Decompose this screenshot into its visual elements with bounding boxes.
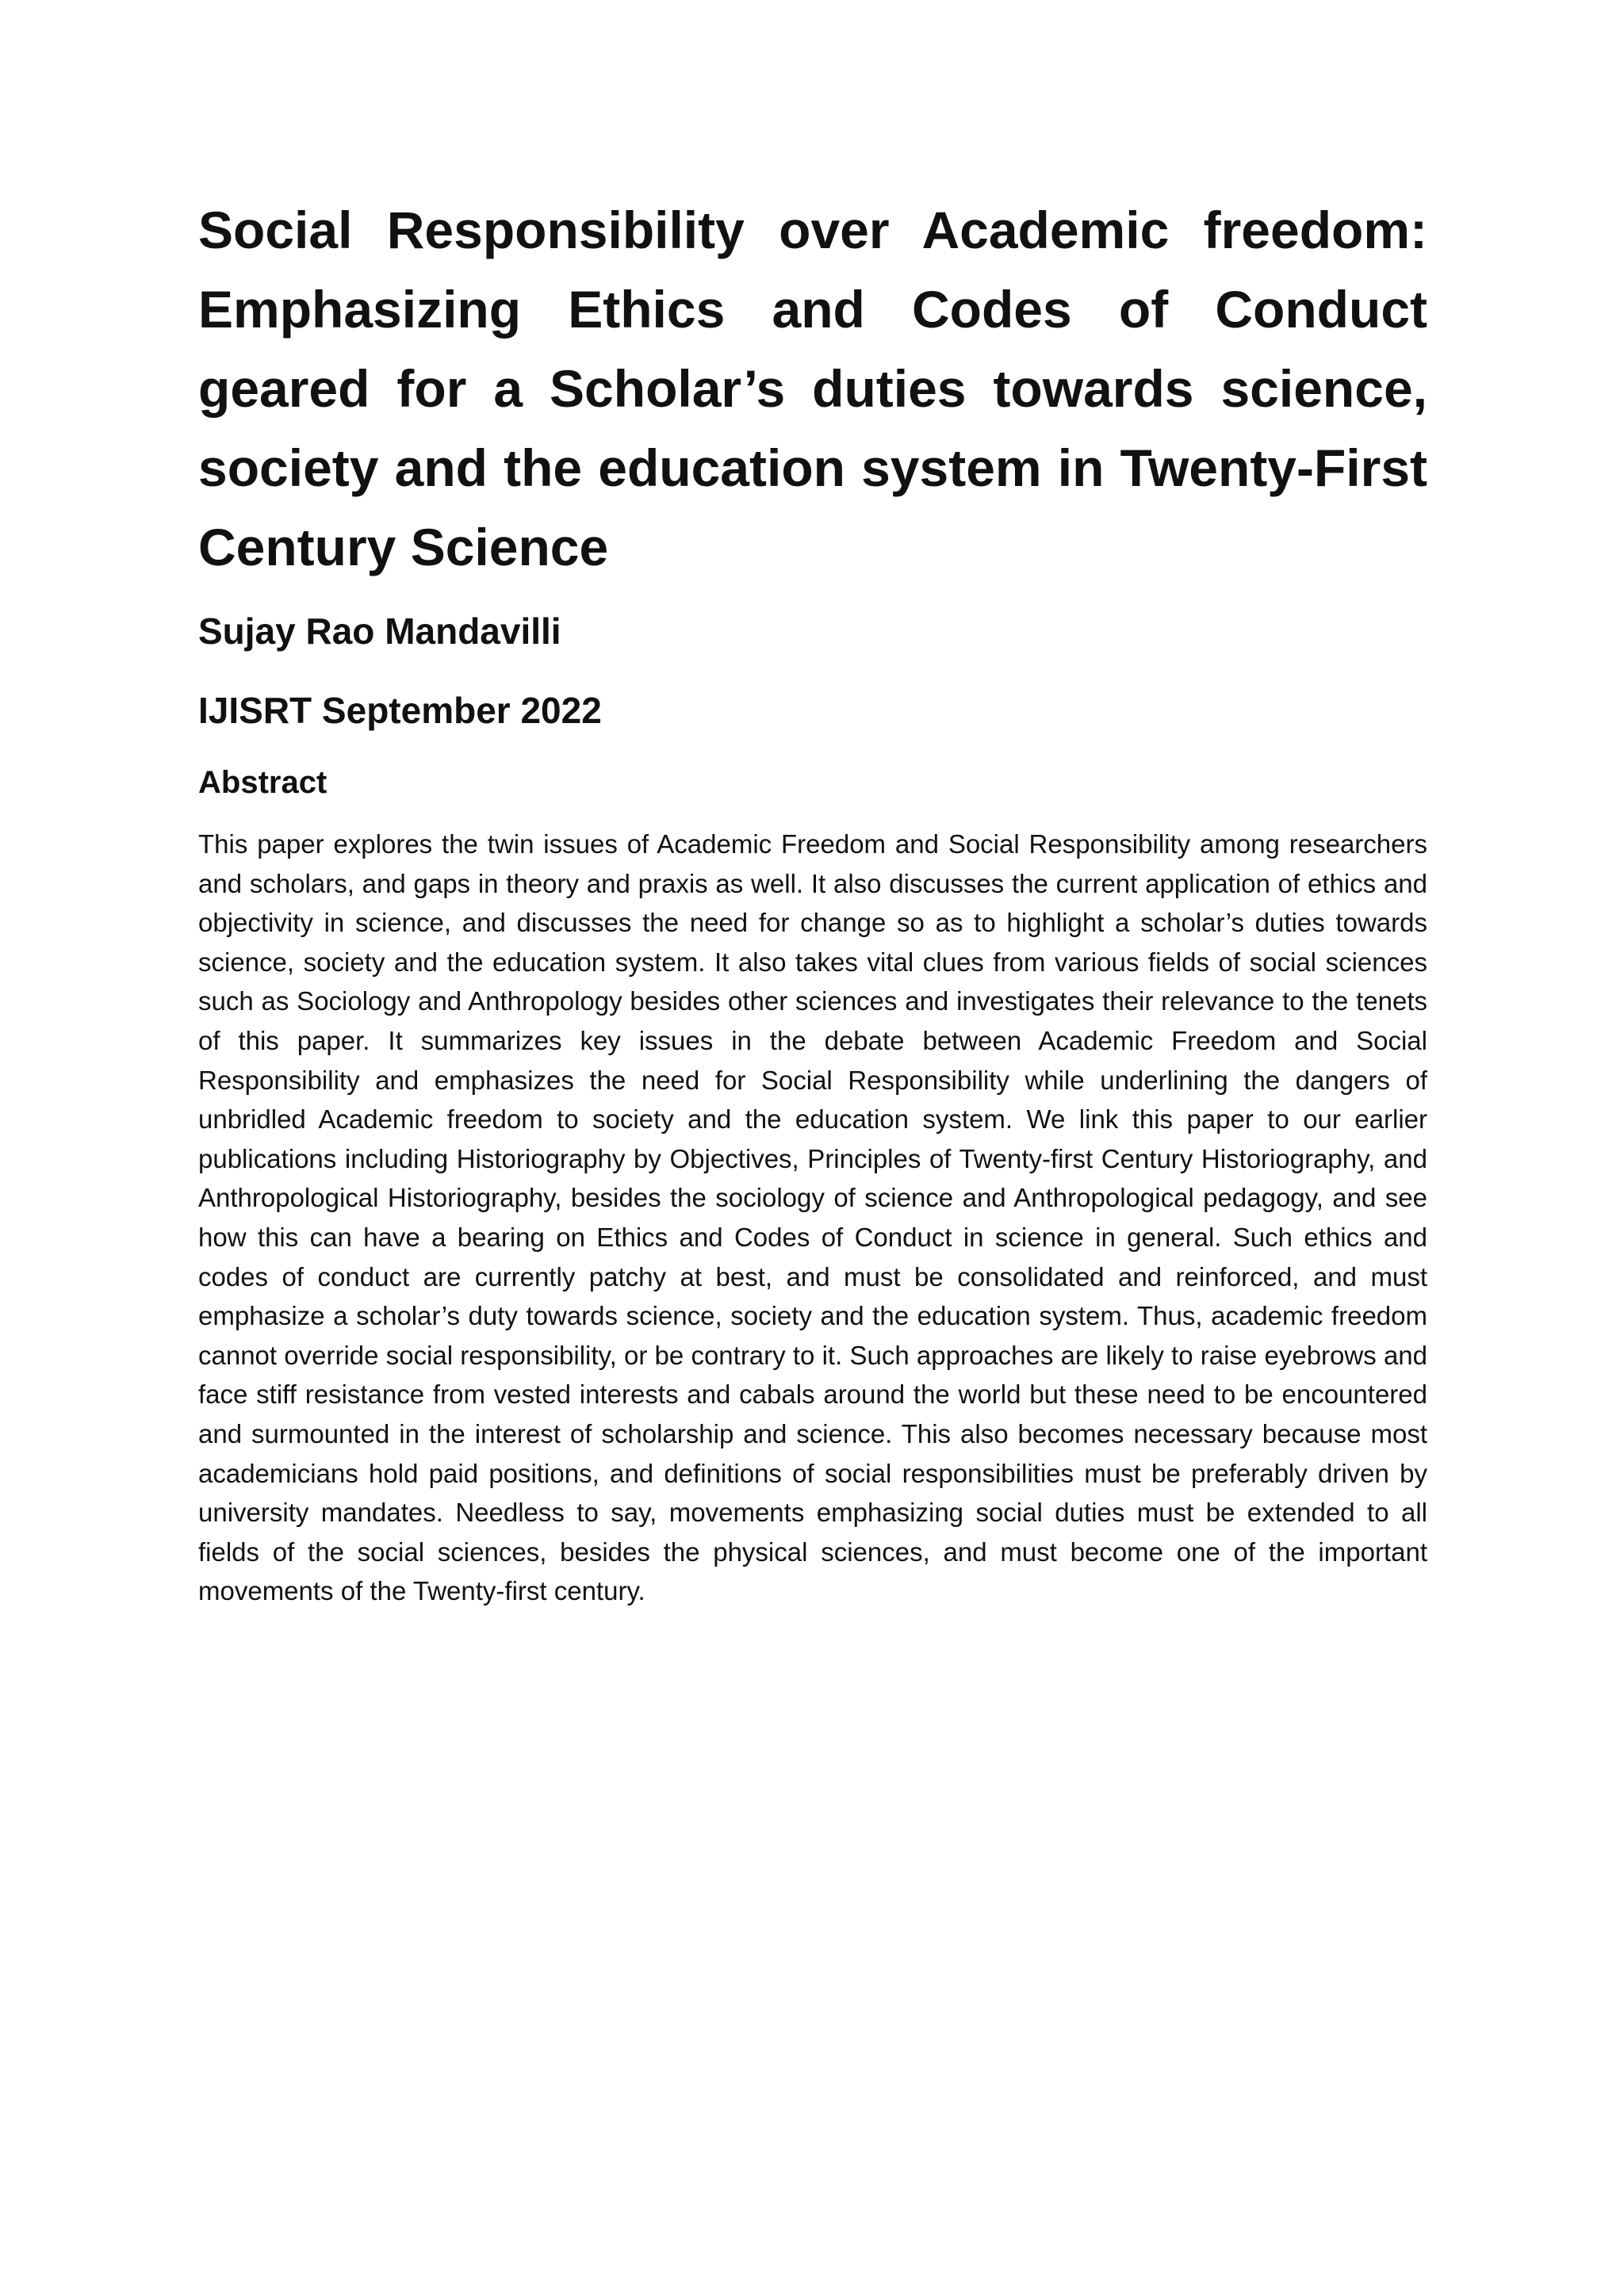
paper-title: Social Responsibility over Academic freedom: Emphasizing Ethics and Codes of Conduct geared for a Scholar’s duties towards science, society and the education system in Twenty-First Century Science bbox=[198, 201, 1427, 576]
abstract-heading: Abstract bbox=[198, 765, 327, 800]
paper-content bbox=[198, 190, 1427, 1611]
publication-venue: IJISRT September 2022 bbox=[198, 690, 602, 731]
author-name: Sujay Rao Mandavilli bbox=[198, 610, 561, 652]
abstract-text: This paper explores the twin issues of Academic Freedom and Social Responsibility among researchers and scholars, and gaps in theory and praxis as well. It also discusses the current application of ethics and objectivity in science, and discusses the need for change so as to highlight a scholar’s duties towards science, society and the education system. It also takes vital clues from various fields of social sciences such as Sociology and Anthropology besides other sciences and investigates their relevance to the tenets of this paper. It summarizes key issues in the debate between Academic Freedom and Social Responsibility and emphasizes the need for Social Responsibility while underlining the dangers of unbridled Academic freedom to society and the education system. We link this paper to our earlier publications including Historiography by Objectives, Principles of Twenty-first Century Historiography, and Anthropological Historiography, besides the sociology of science and Anthropological pedagogy, and see how this can have a bearing on Ethics and Codes of Conduct in science in general. Such ethics and codes of conduct are currently patchy at best, and must be consolidated and reinforced, and must emphasize a scholar’s duty towards science, society and the education system. Thus, academic freedom cannot override social responsibility, or be contrary to it. Such approaches are likely to raise eyebrows and face stiff resistance from vested interests and cabals around the world but these need to be encountered and surmounted in the interest of scholarship and science. This also becomes necessary because most academicians hold paid positions, and definitions of social responsibilities must be preferably driven by university mandates. Needless to say, movements emphasizing social duties must be extended to all fields of the social sciences, besides the physical sciences, and must become one of the important movements of the Twenty-first century. bbox=[198, 829, 1427, 1606]
